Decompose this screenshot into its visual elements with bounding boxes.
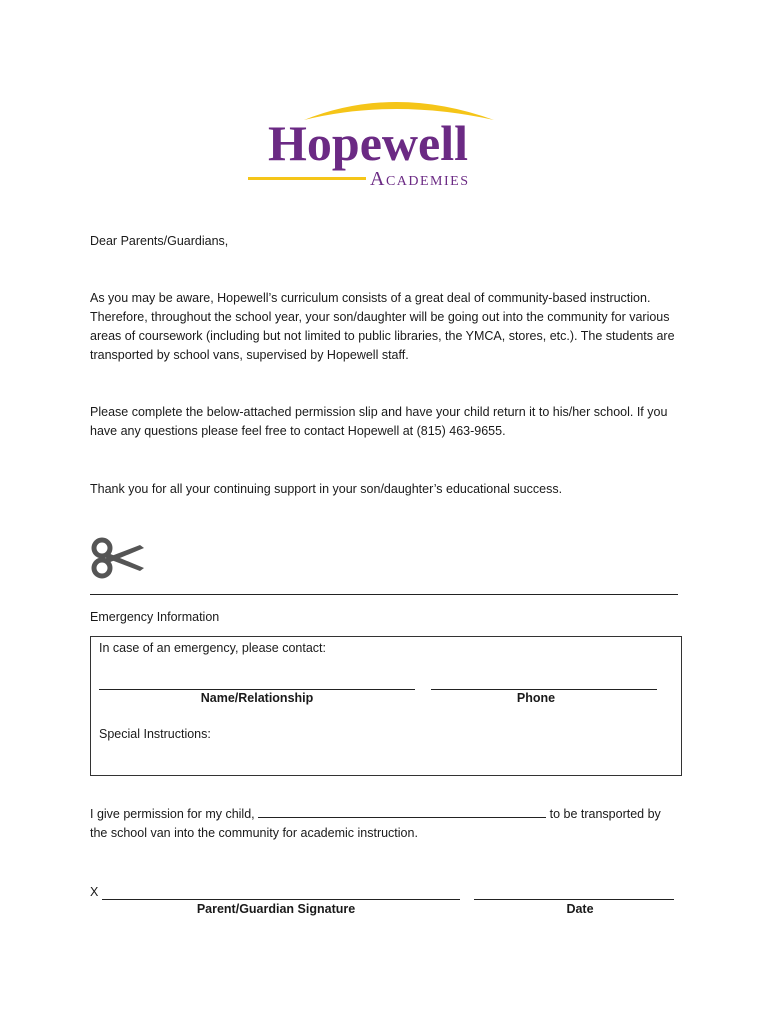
permission-prefix: I give permission for my child, bbox=[90, 807, 255, 821]
phone-label: Phone bbox=[516, 691, 556, 705]
paragraph-curriculum: As you may be aware, Hopewell’s curriculum consists of a great deal of community-based instruction. Therefore, throughout the school year, your son/daughter will be going out into the community for various areas of coursework (including but not limited to public libraries, the YMCA, stores, etc.). The students are transported by school vans, supervised by Hopewell staff. bbox=[90, 291, 675, 362]
logo-name: Hopewell bbox=[268, 115, 468, 171]
signature-field[interactable] bbox=[102, 899, 460, 900]
permission-statement-line2: the school van into the community for academic instruction. bbox=[90, 826, 418, 840]
signature-label: Parent/Guardian Signature bbox=[196, 902, 356, 916]
logo-underline bbox=[248, 177, 366, 180]
emergency-info-box bbox=[90, 636, 682, 776]
paragraph-thank-you: Thank you for all your continuing support in your son/daughter’s educational success. bbox=[90, 482, 563, 496]
child-name-field[interactable] bbox=[258, 805, 546, 818]
special-instructions-label: Special Instructions: bbox=[99, 727, 211, 741]
hopewell-logo bbox=[244, 96, 528, 190]
cut-line bbox=[90, 594, 678, 595]
logo-subtitle: Academies bbox=[370, 168, 470, 190]
contact-phone-field[interactable] bbox=[431, 689, 657, 690]
greeting: Dear Parents/Guardians, bbox=[90, 234, 229, 248]
contact-name-field[interactable] bbox=[99, 689, 415, 690]
emergency-prompt: In case of an emergency, please contact: bbox=[99, 641, 326, 655]
paragraph-permission-request: Please complete the below-attached permission slip and have your child return it to his/her school. If you have any questions please feel free to contact Hopewell at (815) 463-9655. bbox=[90, 405, 668, 438]
date-label: Date bbox=[566, 902, 594, 916]
permission-suffix: to be transported by bbox=[549, 807, 661, 821]
emergency-heading: Emergency Information bbox=[90, 610, 220, 624]
date-field[interactable] bbox=[474, 899, 674, 900]
permission-statement bbox=[90, 805, 682, 824]
scissors-icon bbox=[88, 536, 148, 580]
name-relationship-label: Name/Relationship bbox=[200, 691, 314, 705]
signature-mark: X bbox=[90, 885, 99, 899]
